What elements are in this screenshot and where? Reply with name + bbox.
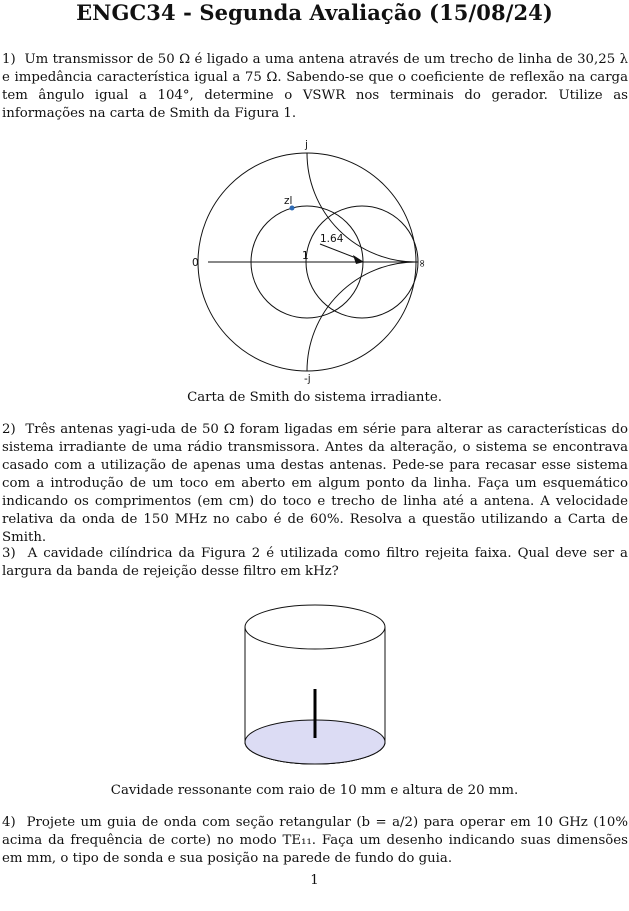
smith-label-bottom: -j <box>304 373 311 385</box>
smith-label-top: j <box>305 139 308 151</box>
smith-label-left: 0 <box>192 257 199 269</box>
figure-2-caption: Cavidade ressonante com raio de 10 mm e altura de 20 mm. <box>110 783 519 798</box>
smith-label-circle-value: 1.64 <box>320 233 344 245</box>
page-number: 1 <box>310 873 319 888</box>
smith-label-center: 1 <box>302 250 309 262</box>
question-2-text: Três antenas yagi-uda de 50 Ω foram ligadas em série para alterar as características do sistema irradiante de uma rádio transmissora. Antes da alteração, o sistema se encontrava casado com a utilização de apenas uma destas antenas. Pede-se para recasar esse sistema com a introdução de um toco em aberto em algum ponto da linha. Faça um esquemático indicando os comprimentos (em cm) do toco e trecho de linha até a antena. A velocidade relativa da onda de 150 MHz no cabo é de 60%. Resolva a questão utilizando a Carta de Smith. <box>2 422 628 545</box>
question-1-text: Um transmissor de 50 Ω é ligado a uma antena através de um trecho de linha de 30,25 λ e impedância característica igual a 75 Ω. Sabendo-se que o coeficiente de reflexão na carga tem ângulo igual a 104°, determine o VSWR nos terminais do gerador. Utilize as informações na carta de Smith da Figura 1. <box>2 52 628 121</box>
smith-label-right: ∞ <box>416 259 428 268</box>
smith-label-load: zl <box>284 195 293 207</box>
question-3-number: 3) <box>2 546 16 561</box>
question-4-text: Projete um guia de onda com seção retangular (b = a/2) para operar em 10 GHz (10% acima da frequência de corte) no modo TE₁₁. Faça um desenho indicando suas dimensões em mm, o tipo de sonda e sua posição na parede de fundo do guia. <box>2 815 628 866</box>
question-2-number: 2) <box>2 422 16 437</box>
question-3-text: A cavidade cilíndrica da Figura 2 é utilizada como filtro rejeita faixa. Qual deve ser a largura da banda de rejeição desse filtro em kHz? <box>2 546 628 579</box>
exam-title: ENGC34 - Segunda Avaliação (15/08/24) <box>76 0 553 25</box>
question-4-number: 4) <box>2 815 16 830</box>
question-1-number: 1) <box>2 52 16 67</box>
question-4 <box>2 814 628 868</box>
cavity-top-ellipse <box>245 605 385 649</box>
figure-1-caption: Carta de Smith do sistema irradiante. <box>187 390 442 405</box>
